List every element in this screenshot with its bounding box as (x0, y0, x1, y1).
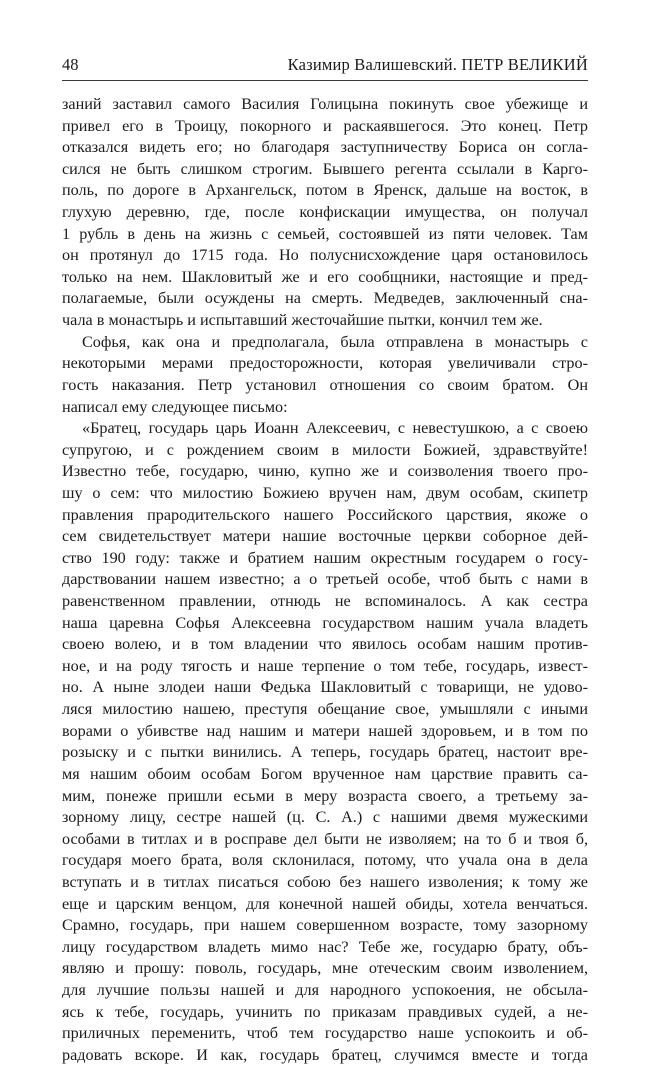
text-line: вступать и в титлах писаться собою без нашего изволения; к тому же (62, 872, 588, 891)
text-line: гость наказания. Петр установил отношения со своим братом. Он (62, 375, 588, 394)
text-line: для лучшие пользы нашей и для народного успокоения, не обсыла- (62, 980, 588, 999)
text-line: полагаемые, были осуждены на смерть. Медведев, заключенный сна- (62, 289, 588, 308)
text-line: некоторыми мерами предосторожности, которая увеличивали стро- (62, 354, 588, 373)
text-line: ное, и на роду тягость и наше терпение о том тебе, государь, извест- (62, 656, 588, 675)
text-line: Софья, как она и предполагала, была отправлена в монастырь с (82, 332, 588, 351)
text-line: государя моего брата, воля склонилася, потому, что учала она в дела (62, 851, 588, 870)
text-line: мим, понеже пришли есьми в меру возраста своего, а третьему за- (62, 786, 588, 805)
text-line: наша царевна Софья Алексеевна государством нашим учала владеть (62, 613, 588, 632)
text-line: своею волею, и в том владении что явилось особам нашим против- (62, 635, 588, 654)
text-line: привел его в Троицу, покорного и раскаявшегося. Это конец. Петр (62, 116, 588, 135)
text-line: ство 190 году: также и братием нашим окрестным государем о госу- (62, 548, 588, 567)
text-line: приличных переменить, чтоб тем государство наше успокоить и об- (62, 1024, 588, 1043)
text-line: «Братец, государь царь Иоанн Алексеевич, с невестушкою, а с своею (82, 419, 588, 438)
text-line: написал ему следующее письмо: (62, 397, 288, 416)
text-line: дарствовании нашем известно; а о третьей особе, чтоб быть с нами в (62, 570, 588, 589)
text-line: сем свидетельствует матери нашие восточные церкви соборное дей- (62, 527, 588, 546)
text-line: лицу государством владеть мимо нас? Тебе же, государю брату, объ- (62, 937, 588, 956)
text-line: он протянул до 1715 года. Но полуснисхождение царя остановилось (62, 246, 588, 265)
text-line: зорному лицу, сестре нашей (ц. С. А.) с нашими двемя мужескими (62, 808, 588, 827)
text-line: но. А ныне злодеи наши Федька Шакловитый с товарищи, не удово- (62, 678, 588, 697)
text-line: только на нем. Шакловитый же и его сообщники, настоящие и пред- (62, 267, 588, 286)
text-line: розыску и с пытки винились. А теперь, государь братец, настоит вре- (62, 743, 588, 762)
text-line: радовать вскоре. И как, государь братец, случимся вместе и тогда (62, 1045, 588, 1064)
text-line: сился не быть слишком строгим. Бывшего регента ссылали в Карго- (62, 159, 588, 178)
text-line: мя нашим обоим особам Богом врученное нам царствие править са- (62, 764, 588, 783)
text-line: правления прародительского нашего Российского царствия, якоже о (62, 505, 588, 524)
text-line: ворами о убивстве над нашим и матери нашей здоровьем, и в том по (62, 721, 588, 740)
text-line: глухую деревню, где, после конфискации имущества, он получал (62, 203, 588, 222)
text-line: еще и царским венцом, для конечной нашей обиды, хотела венчаться. (62, 894, 588, 913)
text-line: шу о сем: что милостию Божиею вручен нам, двум особам, скипетр (62, 483, 588, 502)
running-head: Казимир Валишевский. ПЕТР ВЕЛИКИЙ (287, 55, 588, 74)
text-line: равенственном правлении, отнюдь не вспоминалось. А как сестра (62, 592, 588, 611)
text-line: ляся милостию нашею, преступя обещание свое, умышляли с иными (62, 700, 588, 719)
page-header (62, 52, 588, 81)
text-line: ясь к тебе, государь, учинить по приказам правдивых судей, а не- (62, 1002, 588, 1021)
text-line: отказался видеть его; но благодаря заступничеству Бориса он согла- (62, 138, 588, 157)
text-line: Срамно, государь, при нашем совершенном возрасте, тому зазорному (62, 916, 588, 935)
text-line: особами в титлах и в росправе дел быти не изволяем; на то б и твоя б, (62, 829, 588, 848)
text-line: заний заставил самого Василия Голицына покинуть свое убежище и (62, 95, 588, 113)
text-line: поль, по дороге в Архангельск, потом в Яренск, дальше на восток, в (62, 181, 588, 200)
text-line: чала в монастырь и испытавший жесточайшие пытки, кончил тем же. (62, 311, 543, 330)
text-line: Известно тебе, государю, чиню, купно же и соизволения твоего про- (62, 462, 588, 481)
text-line: супругою, и с рождением своим в милости Божией, здравствуйте! (62, 440, 588, 459)
body-text (62, 94, 588, 1066)
page-number: 48 (62, 55, 79, 74)
text-line: являю и прошу: поволь, государь, мне отеческим своим изволением, (62, 959, 588, 978)
text-line: 1 рубль в день на жизнь с семьей, состоявшей из пяти человек. Там (62, 224, 588, 243)
